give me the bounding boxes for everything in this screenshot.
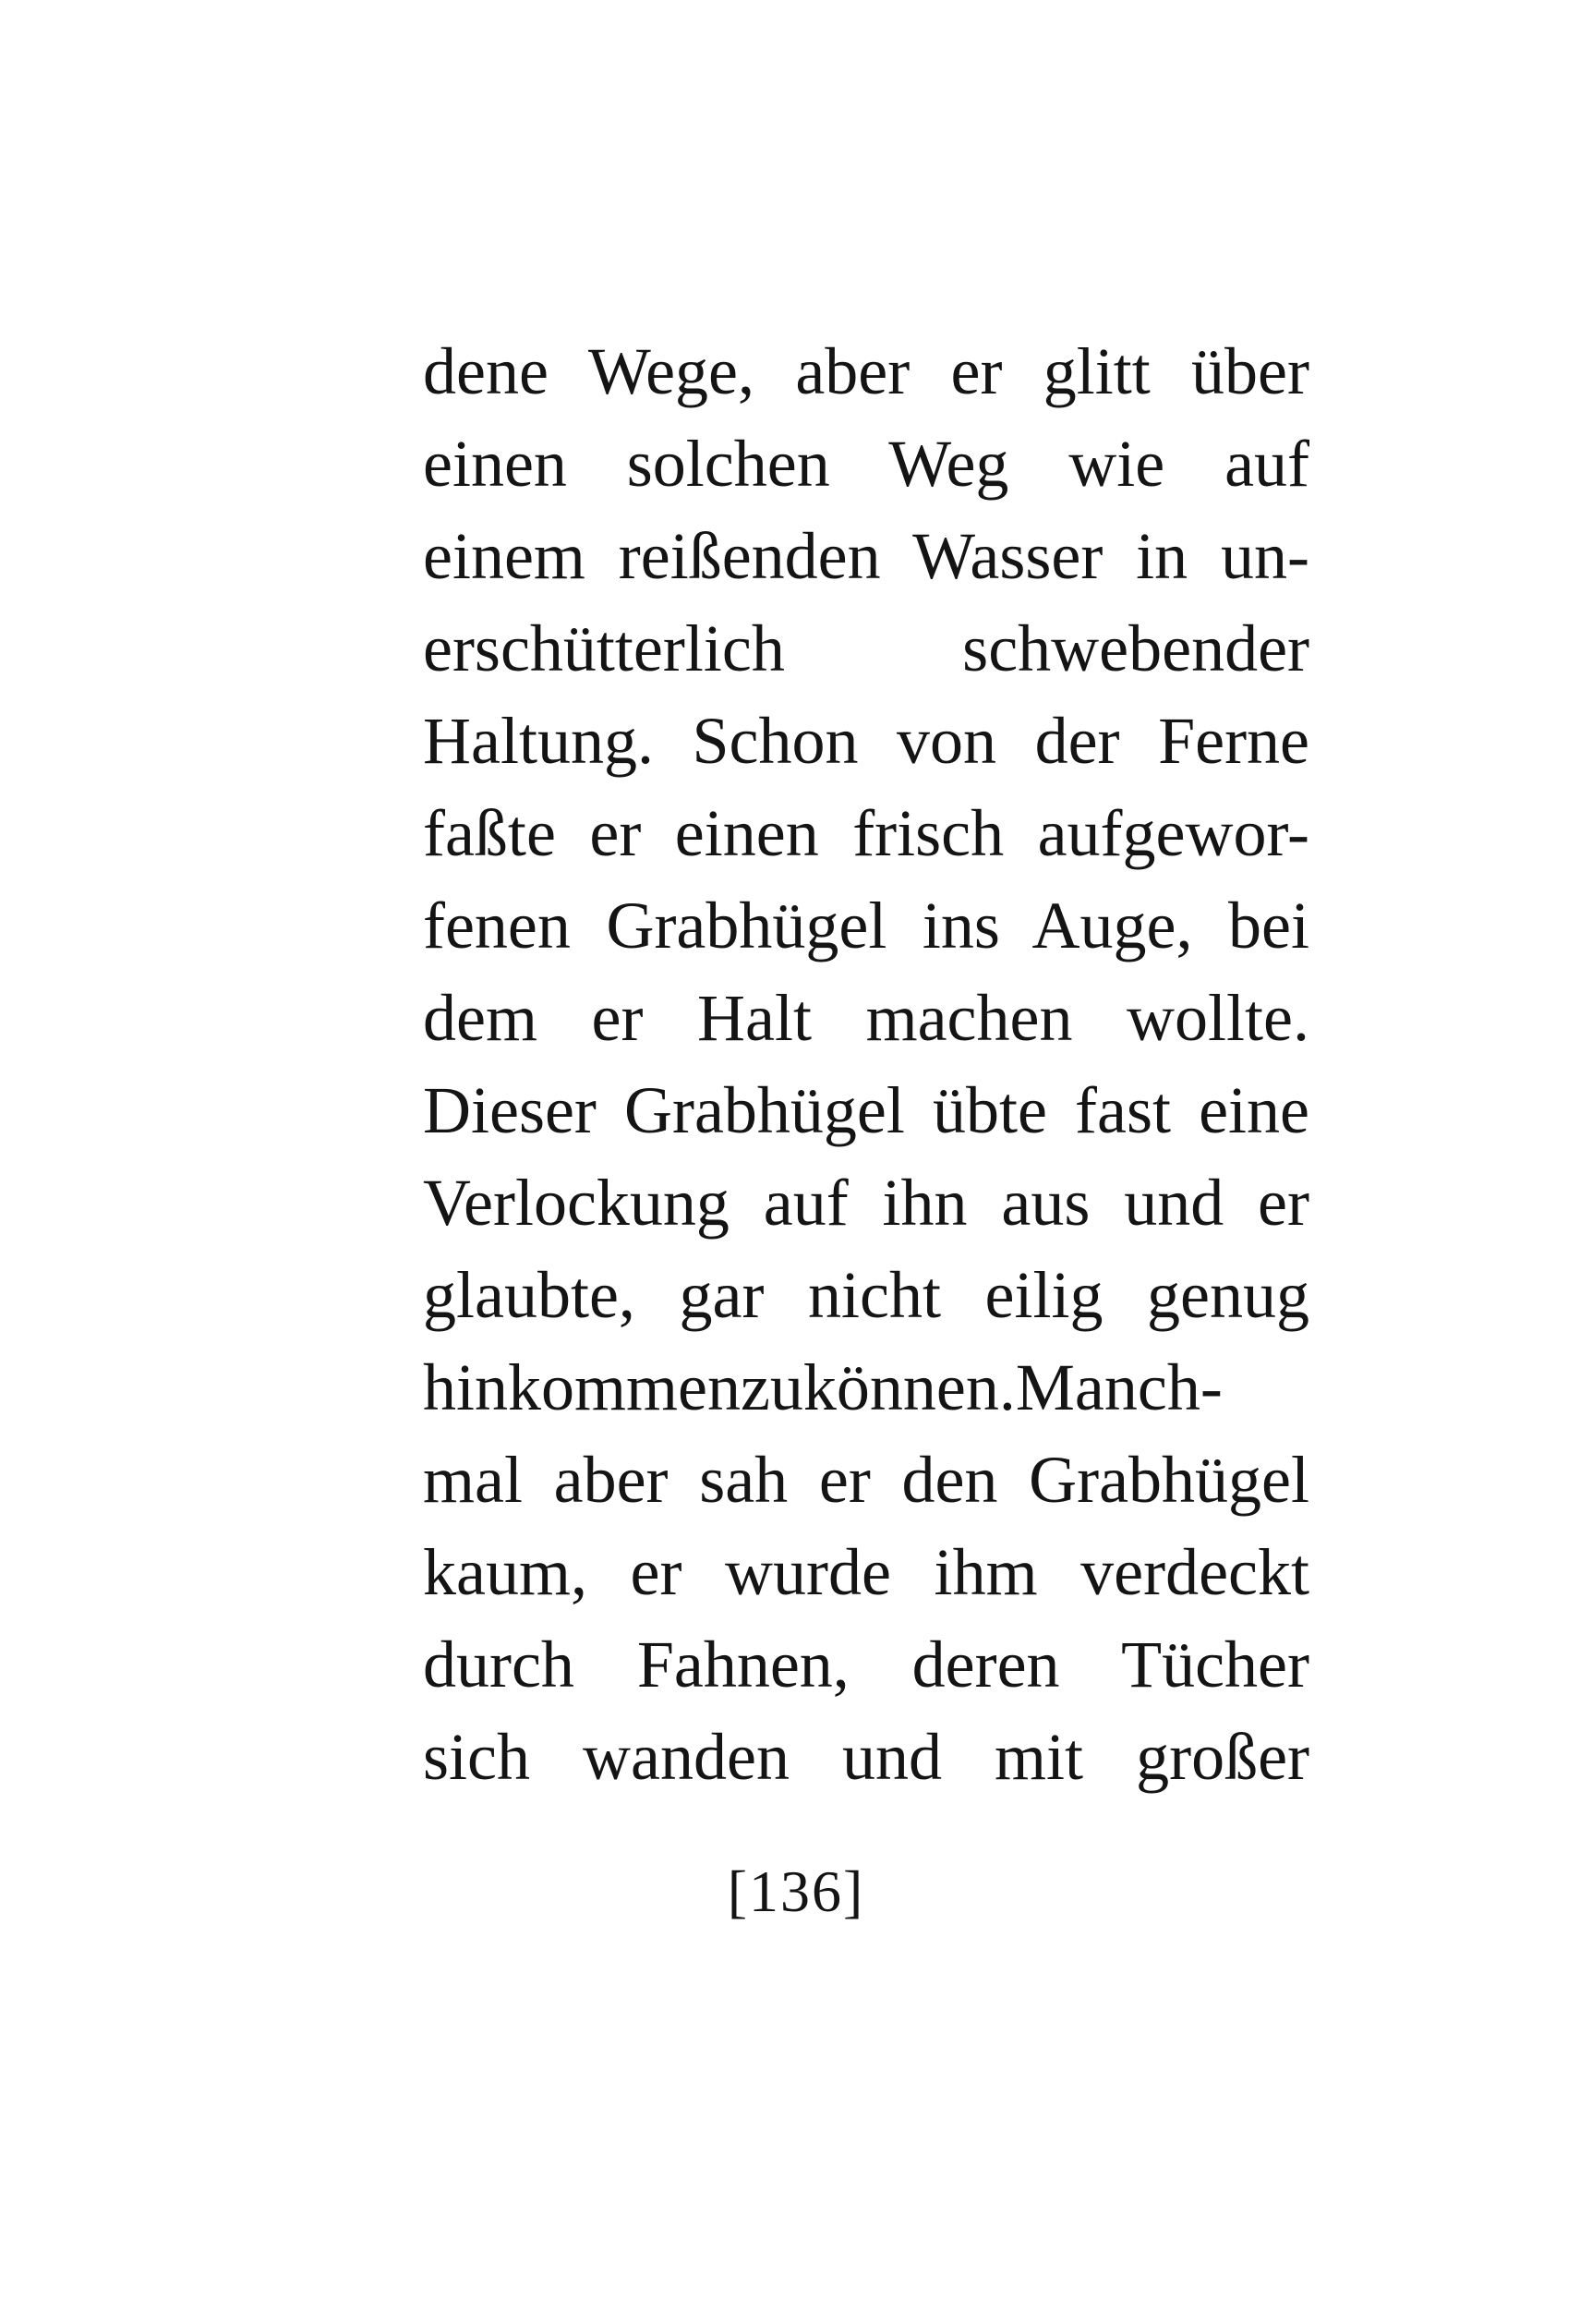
text-line: fenen Grabhügel ins Auge, bei	[423, 889, 1309, 962]
text-line: erschütterlich schwebender	[423, 611, 1309, 685]
text-line: hinkommenzukönnen.Manch-	[423, 1350, 1223, 1424]
text-line: glaubte, gar nicht eilig genug	[423, 1258, 1309, 1332]
text-line: kaum, er wurde ihm verdeckt	[423, 1535, 1309, 1609]
text-line: dem er Halt machen wollte.	[423, 981, 1309, 1055]
text-line: Verlockung auf ihn aus und er	[423, 1166, 1309, 1240]
text-line: einen solchen Weg wie auf	[423, 427, 1309, 501]
text-line: faßte er einen frisch aufgewor-	[423, 796, 1309, 870]
text-line: einem reißenden Wasser in un-	[423, 519, 1309, 593]
text-line: durch Fahnen, deren Tücher	[423, 1628, 1309, 1701]
text-line: Dieser Grabhügel übte fast eine	[423, 1073, 1309, 1147]
text-line: dene Wege, aber er glitt über	[423, 334, 1309, 408]
text-line: Haltung. Schon von der Ferne	[423, 704, 1309, 778]
text-line: mal aber sah er den Grabhügel	[423, 1443, 1309, 1517]
text-line: sich wanden und mit großer	[423, 1720, 1309, 1794]
body-text	[423, 325, 1309, 1803]
page-number: [136]	[727, 1858, 865, 1924]
